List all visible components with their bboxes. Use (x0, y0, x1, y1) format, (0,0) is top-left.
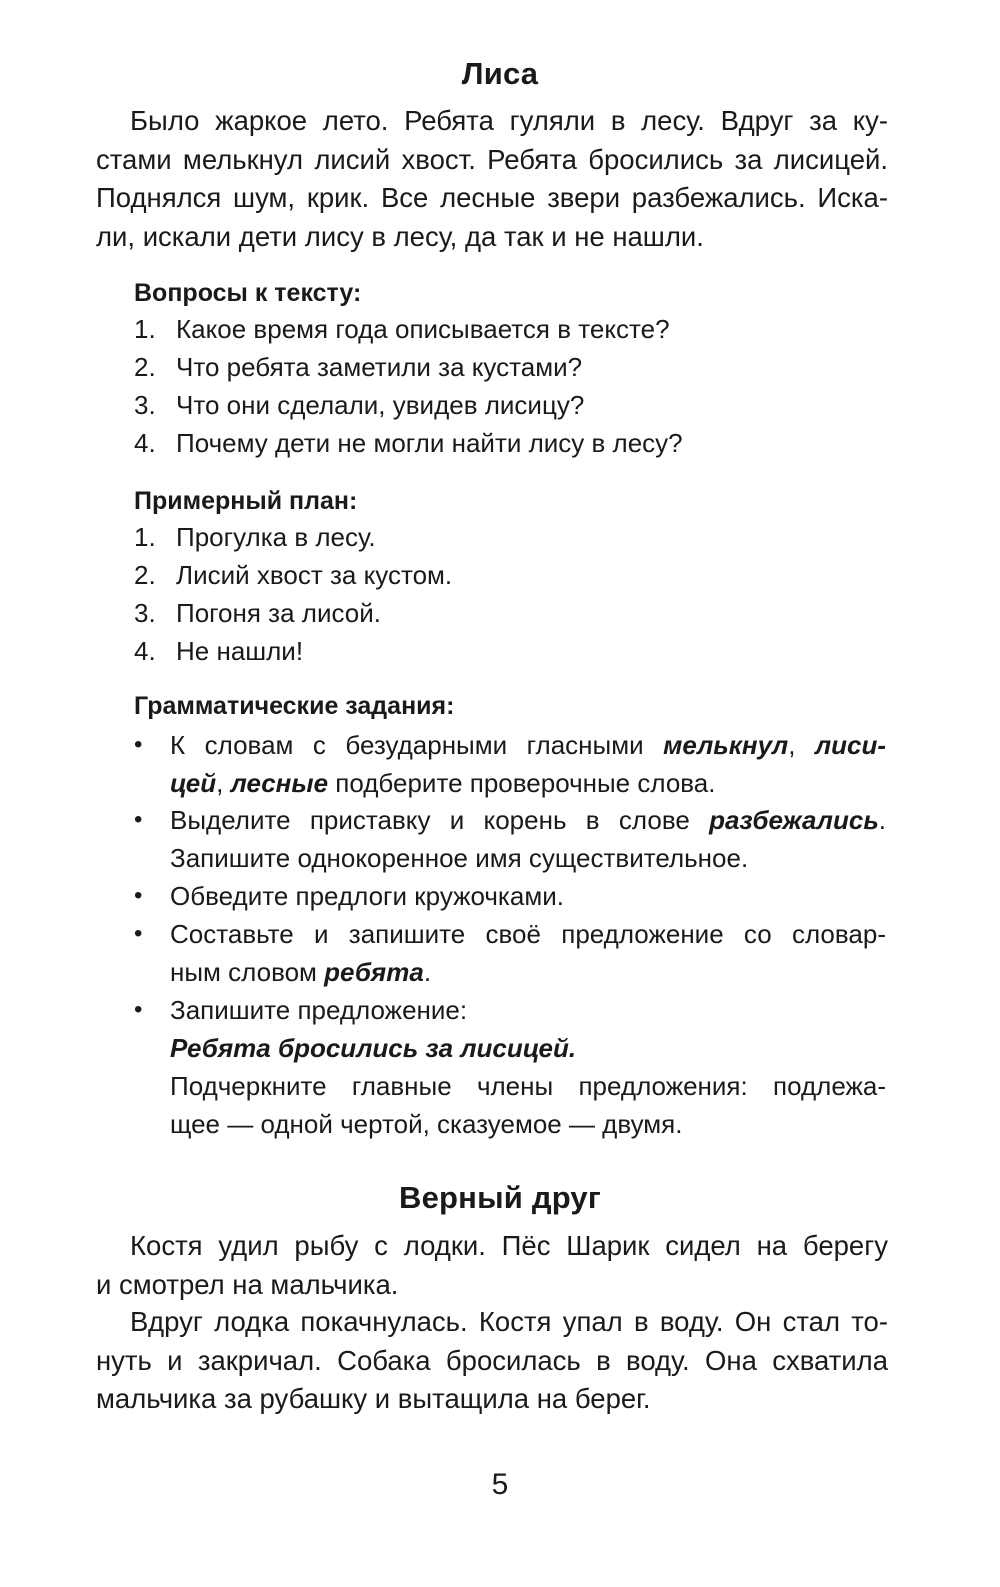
grammar-task: • Обведите предлоги кружочками. (134, 877, 886, 915)
text-line: Костя удил рыбу с лодки. Пёс Шарик сидел на берегу (130, 1230, 888, 1261)
story-title-fox: Лиса (461, 56, 539, 91)
story-text-friend-p2 (96, 1303, 888, 1419)
text-line: Вдруг лодка покачнулась. Костя упал в воду. Он стал то- (130, 1306, 888, 1337)
text-line: и смотрел на мальчика. (96, 1268, 399, 1300)
bullet-icon: • (134, 882, 143, 909)
questions-heading: Вопросы к тексту: (134, 279, 362, 307)
text-line: Поднялся шум, крик. Все лесные звери разбежались. Иска- (96, 182, 888, 213)
bullet-icon: • (134, 731, 143, 758)
example-sentence: Ребята бросились за лисицей. (170, 1033, 577, 1063)
story-text-fox (96, 102, 888, 256)
text-line: Было жаркое лето. Ребята гуляли в лесу. Вдруг за ку- (130, 105, 888, 136)
text-line: ли, искали дети лису в лесу, да так и не нашли. (96, 220, 704, 252)
grammar-task: • Составьте и запишите своё предложение со словар- ным словом ребята. (134, 915, 886, 991)
question-item: 1. Какое время года описывается в тексте? (134, 314, 670, 344)
plan-item: 2. Лисий хвост за кустом. (134, 560, 453, 590)
story-text-friend-p1 (96, 1227, 888, 1304)
question-item: 2. Что ребята заметили за кустами? (134, 352, 583, 382)
grammar-heading: Грамматические задания: (134, 692, 455, 720)
text-line: мальчика за рубашку и вытащила на берег. (96, 1383, 651, 1414)
grammar-task: • Запишите предложение: Ребята бросились за лисицей. Подчеркните главные члены предложения: подлежа- щее — одной чертой, сказуемое — двумя. (134, 991, 886, 1143)
bullet-icon: • (134, 920, 143, 947)
bullet-icon: • (134, 806, 143, 833)
plan-item: 1. Прогулка в лесу. (134, 522, 376, 552)
page-number: 5 (491, 1468, 509, 1501)
story-title-friend: Верный друг (399, 1180, 601, 1215)
plan-heading: Примерный план: (134, 487, 358, 515)
plan-item: 4. Не нашли! (134, 636, 304, 666)
question-item: 4. Почему дети не могли найти лису в лесу? (134, 428, 683, 458)
text-line: нуть и закричал. Собака бросилась в воду. Она схватила (96, 1344, 888, 1376)
bullet-icon: • (134, 996, 143, 1023)
text-line: стами мелькнул лисий хвост. Ребята бросились за лисицей. (96, 143, 888, 175)
question-item: 3. Что они сделали, увидев лисицу? (134, 390, 585, 420)
grammar-task: • Выделите приставку и корень в слове разбежались. Запишите однокоренное имя существительное. (134, 801, 886, 877)
grammar-task: • К словам с безударными гласными мелькнул, лиси- цей, лесные подберите проверочные слова. (134, 726, 886, 802)
plan-item: 3. Погоня за лисой. (134, 598, 381, 628)
